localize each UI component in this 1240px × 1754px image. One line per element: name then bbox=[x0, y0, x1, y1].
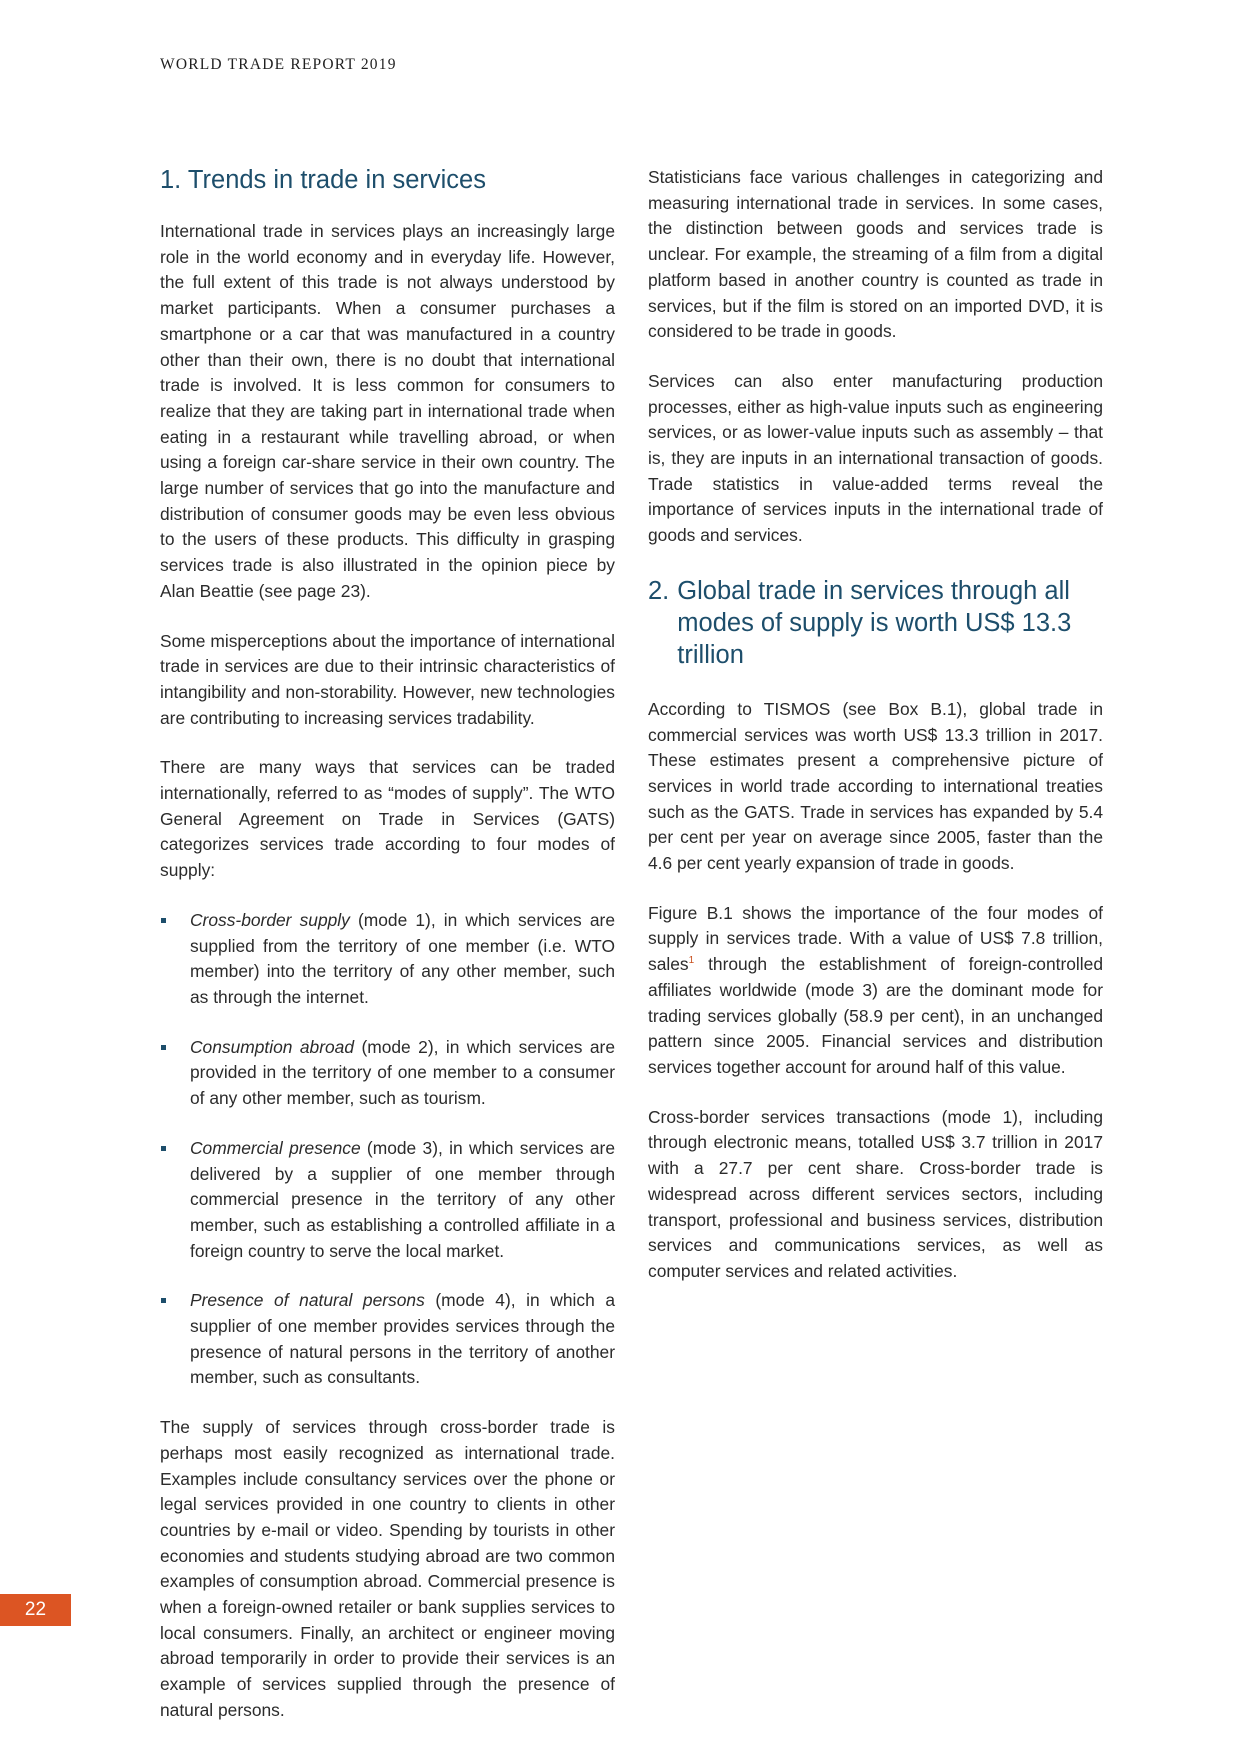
paragraph: Cross-border services transactions (mode 1), including through electronic means, totalled US$ 3.7 trillion in 2017 with a 27.7 per cent share. Cross-border trade is widespread across different services sectors, including transport, professional and business services, distribution services and communications services, as well as computer services and related activities. bbox=[648, 1106, 1103, 1281]
section-2-title: Global trade in services through all modes of supply is worth US$ 13.3 trillion bbox=[677, 576, 1072, 669]
paragraph: Services can also enter manufacturing production processes, either as high-value inputs such as engineering services, or as lower-value inputs such as assembly – that is, they are inputs in an international transaction of goods. Trade statistics in value-added terms reveal the importance of services inputs in the international trade of goods and services. bbox=[648, 370, 1103, 546]
text-run: through the establishment of foreign-controlled affiliates worldwide (mode 3) are the dominant mode for trading services globally (58.9 per cent), in an unchanged pattern since 2005. Financial services and distribution services together account for around half of this value. bbox=[648, 954, 1103, 1077]
footnote-reference[interactable]: 1 bbox=[688, 955, 695, 967]
section-2-number: 2. bbox=[648, 576, 670, 605]
square-bullet-icon bbox=[161, 1146, 166, 1151]
paragraph: The supply of services through cross-border trade is perhaps most easily recognized as international trade. Examples include consultancy services over the phone or legal services provided in one country to clients in other countries by e-mail or video. Spending by tourists in other economies and students studying abroad are two common examples of consumption abroad. Commercial presence is when a foreign-owned retailer or bank supplies services to local consumers. Finally, an architect or engineer moving abroad temporarily in order to provide their services is an example of services supplied through the presence of natural persons. bbox=[160, 1417, 615, 1720]
paragraph: International trade in services plays an increasingly large role in the world economy and in everyday life. However, the full extent of this trade is not always understood by market participants. When a consumer purchases a smartphone or a car that was manufactured in a country other than their own, there is no doubt that international trade is involved. It is less common for consumers to realize that they are taking part in international trade when eating in a restaurant while travelling abroad, or when using a foreign car-share service in their own country. The large number of services that go into the manufacture and distribution of consumer goods may be even less obvious to the users of these products. This difficulty in grasping services trade is also illustrated in the opinion piece by Alan Beattie (see page 23). bbox=[160, 221, 615, 601]
text-run: Figure B.1 shows the importance of the four modes of supply in services trade. With a value of US$ 7.8 trillion, sales bbox=[648, 902, 1103, 975]
square-bullet-icon bbox=[161, 1298, 166, 1303]
paragraph: Some misperceptions about the importance of international trade in services are due to their intrinsic characteristics of intangibility and non-storability. However, new technologies are contributing to increasing services tradability. bbox=[160, 630, 615, 728]
mode-description: (mode 2), in which services are provided in the territory of one member to a consumer of any other member, such as tourism. bbox=[190, 1036, 615, 1109]
paragraph bbox=[648, 901, 1103, 1081]
section-1-heading: 1. Trends in trade in services bbox=[160, 166, 486, 194]
page-number: 22 bbox=[0, 1594, 71, 1626]
mode-term: Presence of natural persons bbox=[190, 1290, 425, 1311]
mode-term: Commercial presence bbox=[190, 1137, 361, 1158]
running-header: WORLD TRADE REPORT 2019 bbox=[160, 56, 397, 73]
mode-description: (mode 4), in which a supplier of one member provides services through the presence of natural persons in the territory of another member, such as consultants. bbox=[190, 1290, 616, 1388]
modes-of-supply-list bbox=[160, 908, 615, 1391]
right-column bbox=[648, 165, 1103, 1309]
mode-list-item bbox=[160, 908, 615, 1011]
mode-description: (mode 1), in which services are supplied from the territory of one member (i.e. WTO member) into the territory of any other member, such as through the internet. bbox=[190, 909, 615, 1007]
paragraph: Statisticians face various challenges in categorizing and measuring international trade in services. In some cases, the distinction between goods and services trade is unclear. For example, the streaming of a film from a digital platform based in another country is counted as trade in services, but if the film is stored on an imported DVD, it is considered to be trade in goods. bbox=[648, 167, 1103, 342]
left-column bbox=[160, 164, 615, 1748]
mode-list-item bbox=[160, 1035, 615, 1112]
mode-description: (mode 3), in which services are delivered by a supplier of one member through commercial presence in the territory of any other member, such as establishing a controlled affiliate in a foreign country to serve the local market. bbox=[190, 1137, 615, 1261]
mode-list-item bbox=[160, 1288, 615, 1391]
square-bullet-icon bbox=[161, 918, 166, 923]
mode-term: Consumption abroad bbox=[190, 1036, 355, 1057]
mode-term: Cross-border supply bbox=[190, 909, 350, 930]
paragraph: There are many ways that services can be traded internationally, referred to as “modes of supply”. The WTO General Agreement on Trade in Services (GATS) categorizes services trade according to four modes of supply: bbox=[160, 757, 615, 881]
mode-list-item bbox=[160, 1136, 615, 1265]
section-2-heading bbox=[648, 575, 1103, 671]
square-bullet-icon bbox=[161, 1045, 166, 1050]
paragraph: According to TISMOS (see Box B.1), global trade in commercial services was worth US$ 13.3 trillion in 2017. These estimates present a comprehensive picture of services in world trade according to international treaties such as the GATS. Trade in services has expanded by 5.4 per cent per year on average since 2005, faster than the 4.6 per cent yearly expansion of trade in goods. bbox=[648, 698, 1103, 874]
